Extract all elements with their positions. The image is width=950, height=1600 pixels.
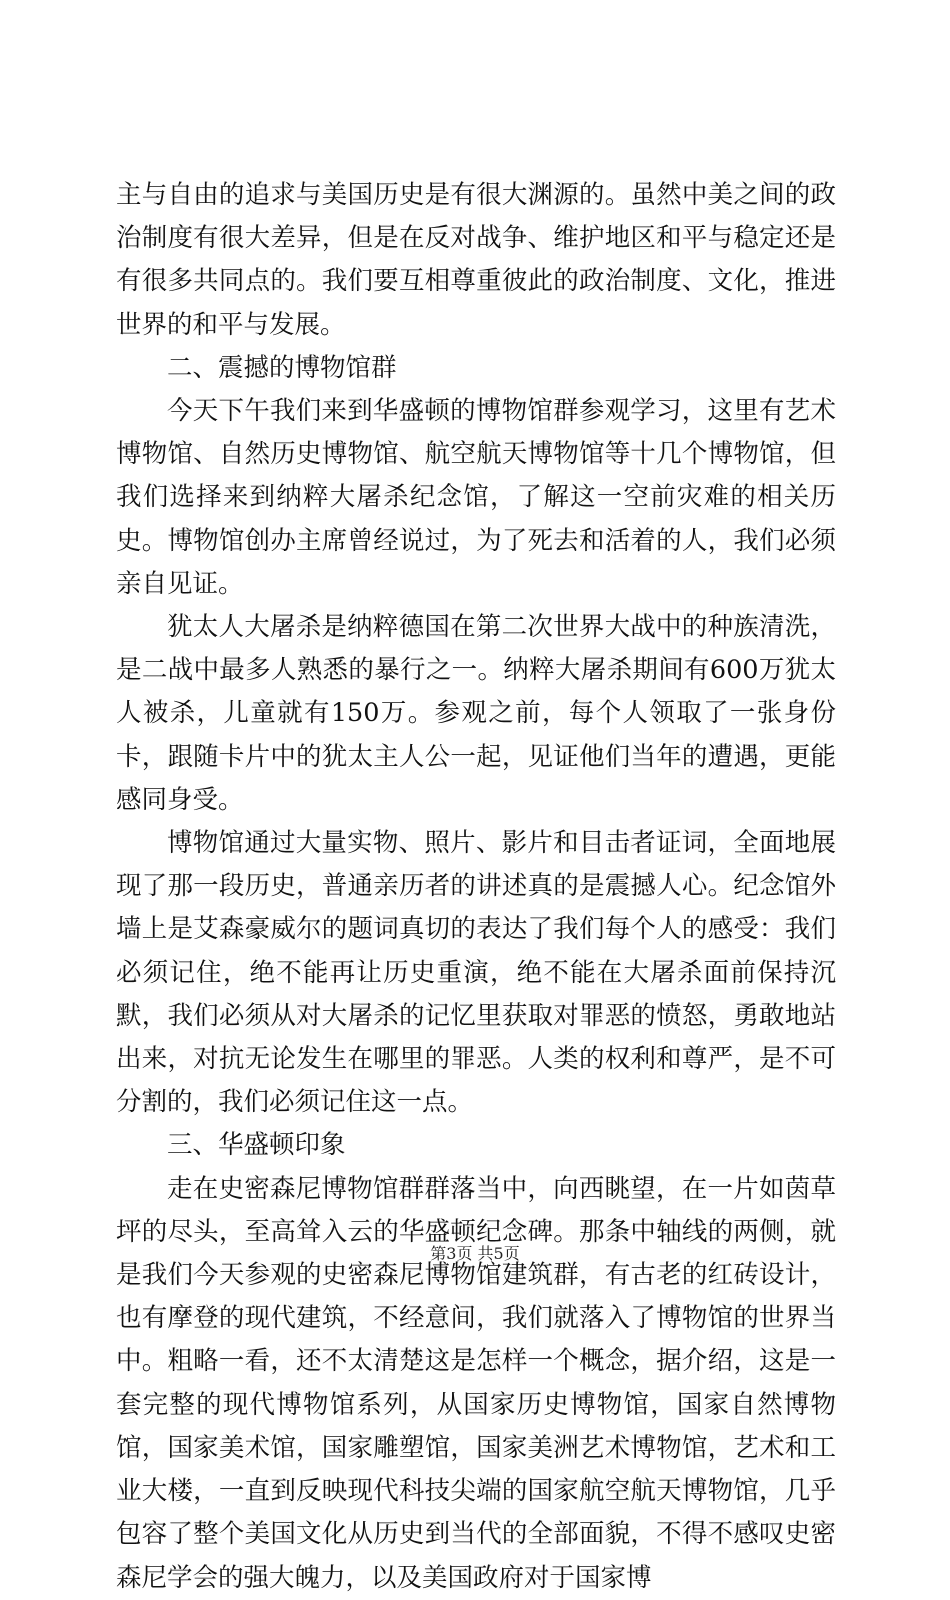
- paragraph-continuation: 主与自由的追求与美国历史是有很大渊源的。虽然中美之间的政治制度有很大差异，但是在反对战争、维护地区和平与稳定还是有很多共同点的。我们要互相尊重彼此的政治制度、文化，推进世界的和平与发展。: [116, 180, 836, 340]
- section-heading-museums: 二、震撼的博物馆群: [167, 352, 397, 383]
- paragraph-exhibits: 博物馆通过大量实物、照片、影片和目击者证词，全面地展现了那一段历史，普通亲历者的讲述真的是震撼人心。纪念馆外墙上是艾森豪威尔的题词真切的表达了我们每个人的感受：我们必须记住，绝不能再让历史重演，绝不能在大屠杀面前保持沉默，我们必须从对大屠杀的记忆里获取对罪恶的愤怒，勇敢地站出来，对抗无论发生在哪里的罪恶。人类的权利和尊严，是不可分割的，我们必须记住这一点。: [116, 828, 836, 1118]
- page-footer: 第3页 共5页: [430, 1244, 520, 1263]
- paragraph-holocaust: 犹太人大屠杀是纳粹德国在第二次世界大战中的种族清洗，是二战中最多人熟悉的暴行之一。纳粹大屠杀期间有600万犹太人被杀，儿童就有150万。参观之前，每个人领取了一张身份卡，跟随卡片中的犹太主人公一起，见证他们当年的遭遇，更能感同身受。: [116, 612, 836, 815]
- section-heading-washington: 三、华盛顿印象: [167, 1130, 346, 1161]
- paragraph-museum-visit: 今天下午我们来到华盛顿的博物馆群参观学习，这里有艺术博物馆、自然历史博物馆、航空航天博物馆等十几个博物馆，但我们选择来到纳粹大屠杀纪念馆，了解这一空前灾难的相关历史。博物馆创办主席曾经说过，为了死去和活着的人，我们必须亲自见证。: [116, 396, 836, 599]
- paragraph-smithsonian: 走在史密森尼博物馆群群落当中，向西眺望，在一片如茵草坪的尽头，至高耸入云的华盛顿纪念碑。那条中轴线的两侧，就是我们今天参观的史密森尼博物馆建筑群，有古老的红砖设计，也有摩登的现代建筑，不经意间，我们就落入了博物馆的世界当中。粗略一看，还不太清楚这是怎样一个概念，据介绍，这是一套完整的现代博物馆系列，从国家历史博物馆，国家自然博物馆，国家美术馆，国家雕塑馆，国家美洲艺术博物馆，艺术和工业大楼，一直到反映现代科技尖端的国家航空航天博物馆，几乎包容了整个美国文化从历史到当代的全部面貌，不得不感叹史密森尼学会的强大魄力，以及美国政府对于国家博: [116, 1173, 836, 1593]
- document-body: [116, 174, 836, 1600]
